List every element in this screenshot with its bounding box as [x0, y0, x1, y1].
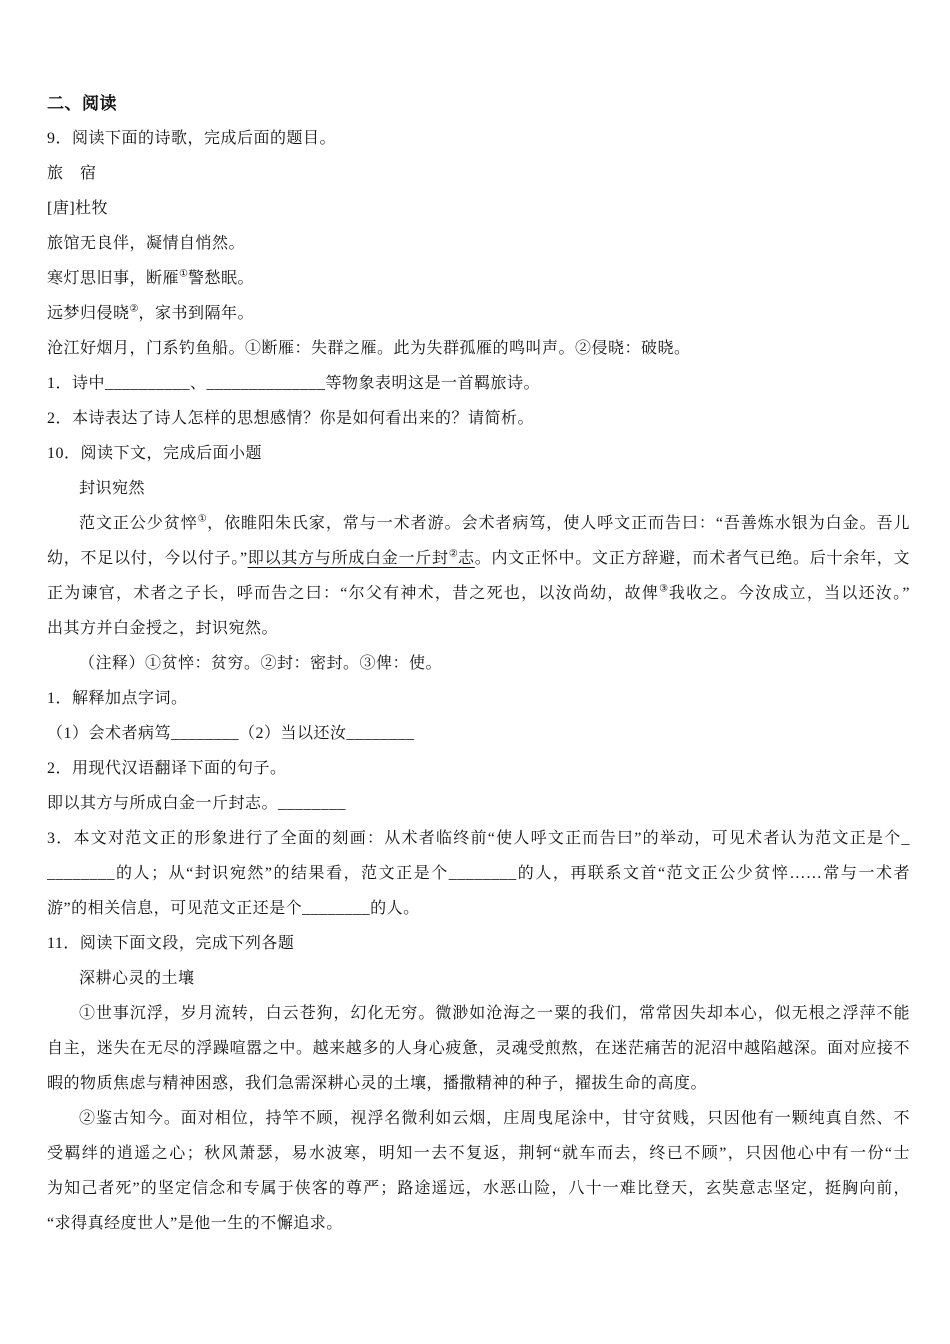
q10-passage-line-2 [47, 541, 910, 576]
q10-sub2-sentence: 即以其方与所成白金一斤封志。________ [47, 795, 347, 812]
footnote-marker-1: ① [179, 268, 188, 280]
q10-sub3-line-2: ________的人；从“封识宛然”的结果看，范文正是个________的人，再联系文首“范文正公少贫悴……常与一术者 [47, 865, 910, 882]
q11-para2-line-1: ②鉴古知今。面对相位，持竿不顾，视浮名微利如云烟，庄周曳尾涂中，甘守贫贱，只因他有一颗纯真自然、不 [79, 1110, 910, 1127]
q11-para2-line-2: 受羁绊的逍遥之心；秋风萧瑟，易水波寒，明知一去不复返，荆轲“就车而去，终已不顾”，只因他心中有一份“士 [47, 1145, 910, 1162]
q9-sub1: 1．诗中__________、______________等物象表明这是一首羁旅诗。 [47, 375, 541, 392]
q10-sub3-line-3: 游”的相关信息，可见范文正还是个________的人。 [47, 900, 420, 917]
q10-prompt: 10．阅读下文，完成后面小题 [47, 445, 263, 462]
poem-line-3-text: 远梦归侵晓 [47, 305, 130, 322]
q10-passage-line-3 [47, 576, 910, 611]
q11-para2-line-3: 为知己者死”的坚定信念和专属于侠客的尊严；路途遥远，水恶山险，八十一难比登天，玄奘意志坚定，挺胸向前， [47, 1180, 910, 1197]
q11-essay-title: 深耕心灵的土壤 [79, 970, 195, 987]
q9-sub2: 2．本诗表达了诗人怎样的思想感情？你是如何看出来的？请简析。 [47, 410, 535, 427]
q10-passage-line-1-text: 范文正公少贫悴 [79, 515, 198, 532]
q10-sub1: 1．解释加点字词。 [47, 690, 188, 707]
underlined-phrase-rest: 志 [458, 550, 475, 567]
footnote-marker-2: ② [129, 303, 139, 315]
poem-line-2-text: 寒灯思旧事，断雁 [47, 270, 180, 287]
underlined-phrase [248, 550, 475, 567]
poem-line-3-rest: ，家书到隔年。 [138, 305, 254, 322]
underlined-phrase-text: 即以其方与所成白金一斤封 [247, 550, 449, 567]
section-heading: 二、阅读 [47, 94, 117, 113]
q11-para1-line-2: 自主，迷失在无尽的浮躁喧嚣之中。越来越多的人身心疲惫，灵魂受煎熬，在迷茫痛苦的泥沼中越陷越深。面对应接不 [47, 1040, 910, 1057]
poem-line-2 [47, 261, 910, 296]
q11-para2-line-4: “求得真经度世人”是他一生的不懈追求。 [47, 1215, 343, 1232]
q10-passage-line-3-text: 正为谏官，术者之子长，呼而告之曰：“尔父有神术，昔之死也，以汝尚幼，故俾 [47, 585, 660, 602]
q10-passage-line-1-rest: ，依睢阳朱氏家，常与一术者游。会术者病笃，使人呼文正而告曰：“吾善炼水银为白金。吾儿 [207, 515, 910, 532]
q10-passage-line-2-text: 幼，不足以付，今以付子。” [47, 550, 248, 567]
q10-passage-line-2-rest: 。内文正怀中。文正方辞避，而术者气已绝。后十余年，文 [474, 550, 910, 567]
q11-para1-line-3: 暇的物质焦虑与精神困惑，我们急需深耕心灵的土壤，播撒精神的种子，擢拔生命的高度。 [47, 1075, 708, 1092]
q10-sub2: 2．用现代汉语翻译下面的句子。 [47, 760, 287, 777]
q10-passage-line-3-rest: 我收之。今汝成立，当以还汝。” [668, 585, 910, 602]
poem-author: [唐]杜牧 [47, 200, 109, 217]
q10-passage-line-4: 出其方并白金授之，封识宛然。 [47, 620, 279, 637]
footnote-marker-5: ③ [659, 583, 669, 595]
poem-line-4-notes: 沧江好烟月，门系钓鱼船。①断雁：失群之雁。此为失群孤雁的鸣叫声。②侵晓：破晓。 [47, 340, 691, 357]
footnote-marker-3: ① [197, 513, 208, 525]
q11-para1-line-1: ①世事沉浮，岁月流转，白云苍狗，幻化无穷。微渺如沧海之一粟的我们，常常因失却本心，似无根之浮萍不能 [79, 1005, 910, 1022]
poem-line-3 [47, 296, 910, 331]
q10-passage-line-1 [47, 506, 910, 541]
poem-title: 旅 宿 [47, 165, 97, 182]
poem-line-1: 旅馆无良伴，凝情自悄然。 [47, 235, 246, 252]
q10-sub3-line-1: 3．本文对范文正的形象进行了全面的刻画：从术者临终前“使人呼文正而告曰”的举动，可见术者认为范文正是个_ [47, 830, 910, 847]
footnote-marker-4: ② [448, 548, 459, 560]
q10-sub1-blanks: （1）会术者病笃________（2）当以还汝________ [47, 725, 415, 742]
q11-prompt: 11．阅读下面文段，完成下列各题 [47, 935, 295, 952]
q10-passage-title: 封识宛然 [79, 480, 146, 497]
poem-line-2-rest: 警愁眠。 [187, 270, 254, 287]
q9-prompt: 9．阅读下面的诗歌，完成后面的题目。 [47, 130, 337, 147]
q10-notes: （注释）①贫悴：贫穷。②封：密封。③俾：使。 [79, 655, 443, 672]
